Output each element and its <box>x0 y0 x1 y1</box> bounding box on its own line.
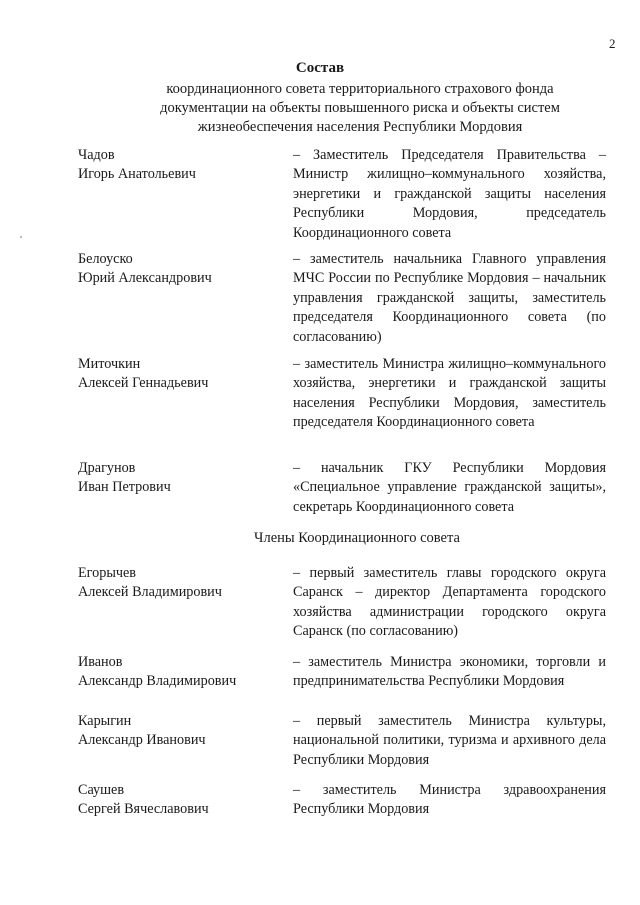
person-surname: Белоуско <box>78 251 133 267</box>
person-role: – заместитель Министра здравоохранения Республики Мордовия <box>293 782 606 818</box>
person-name <box>78 781 209 820</box>
subtitle-line: жизнеобеспечения населения Республики Мордовия <box>197 119 523 135</box>
person-role: – заместитель Министра экономики, торговли и предпринимательства Республики Мордовия <box>293 654 606 690</box>
document-title: Состав <box>295 60 345 76</box>
person-role: – первый заместитель главы городского округа Саранск – директор Департамента городского хозяйства администрации городского округа Саранск (по согласованию) <box>293 565 606 640</box>
person-given-names: Юрий Александрович <box>78 270 212 287</box>
person-role: – заместитель начальника Главного управления МЧС России по Республике Мордовия – начальник управления гражданской защиты, заместитель председателя Координационного совета (по согласованию) <box>293 251 606 345</box>
person-surname: Чадов <box>78 147 115 163</box>
margin-mark <box>20 236 22 238</box>
person-role: – заместитель Министра жилищно–коммунального хозяйства, энергетики и гражданской защиты населения Республики Мордовия, заместитель председателя Координационного совета <box>293 356 606 431</box>
page-number: 2 <box>609 36 616 51</box>
person-surname: Драгунов <box>78 460 136 476</box>
person-given-names: Иван Петрович <box>78 479 171 496</box>
person-surname: Саушев <box>78 782 125 798</box>
person-name <box>78 459 171 498</box>
person-given-names: Игорь Анатольевич <box>78 166 196 183</box>
person-surname: Миточкин <box>78 356 141 372</box>
members-heading: Члены Координационного совета <box>254 530 460 546</box>
document-subtitle <box>60 80 640 137</box>
person-given-names: Алексей Владимирович <box>78 584 222 601</box>
person-name <box>78 146 196 185</box>
person-role: – Заместитель Председателя Правительства – Министр жилищно–коммунального хозяйства, энергетики и гражданской защиты населения Республики Мордовия, председатель Координационного совета <box>293 147 606 241</box>
person-given-names: Алексей Геннадьевич <box>78 375 209 392</box>
person-surname: Егорычев <box>78 565 136 581</box>
person-name <box>78 250 212 289</box>
person-name <box>78 712 206 751</box>
person-given-names: Александр Владимирович <box>78 673 237 690</box>
person-surname: Карыгин <box>78 713 132 729</box>
person-surname: Иванов <box>78 654 123 670</box>
person-name <box>78 564 222 603</box>
subtitle-line: координационного совета территориального страхового фонда <box>166 81 554 97</box>
subtitle-line: документации на объекты повышенного риска и объекты систем <box>160 100 560 116</box>
person-name <box>78 653 236 692</box>
person-given-names: Александр Иванович <box>78 732 206 749</box>
person-role: – первый заместитель Министра культуры, национальной политики, туризма и архивного дела Республики Мордовия <box>293 713 606 768</box>
person-role: – начальник ГКУ Республики Мордовия «Специальное управление гражданской защиты», секретарь Координационного совета <box>293 460 606 515</box>
person-given-names: Сергей Вячеславович <box>78 801 209 818</box>
person-name <box>78 355 208 394</box>
